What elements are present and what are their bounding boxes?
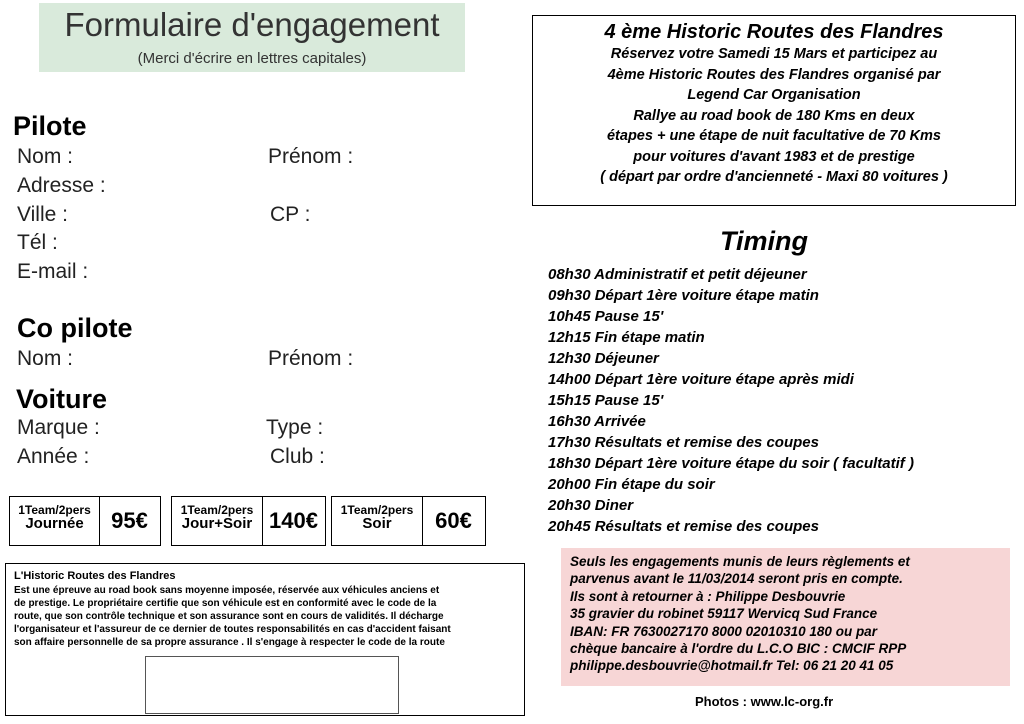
form-header	[39, 3, 465, 72]
event-title: 4 ème Historic Routes des Flandres	[604, 21, 944, 43]
pilote-tel-label: Tél :	[17, 231, 58, 254]
disclaimer-line: de prestige. Le propriétaire certifie que son véhicule est en conformité avec le code de la	[14, 598, 437, 609]
copilote-heading: Co pilote	[17, 313, 133, 343]
info-line: philippe.desbouvrie@hotmail.fr Tel: 06 21 20 41 05	[570, 658, 894, 674]
timing-item: 16h30 Arrivée	[548, 413, 646, 430]
pilote-cp-label: CP :	[270, 203, 311, 226]
event-box	[532, 15, 1016, 206]
price-team: 1Team/2pers	[340, 503, 414, 517]
voiture-club-label: Club :	[270, 445, 325, 468]
disclaimer-line: Est une épreuve au road book sans moyenne imposée, réservée aux véhicules anciens et	[14, 585, 440, 596]
timing-item: 12h15 Fin étape matin	[548, 329, 705, 346]
copilote-prenom-label: Prénom :	[268, 347, 354, 370]
timing-item: 12h30 Déjeuner	[548, 350, 659, 367]
price-box-jour-soir	[171, 496, 326, 546]
info-line: parvenus avant le 11/03/2014 seront pris en compte.	[570, 571, 903, 587]
pilote-prenom-label: Prénom :	[268, 145, 354, 168]
timing-item: 10h45 Pause 15'	[548, 308, 664, 325]
price-team: 1Team/2pers	[18, 503, 91, 517]
price-value: 60€	[435, 508, 472, 533]
price-period: Journée	[25, 515, 84, 532]
price-team: 1Team/2pers	[180, 503, 254, 517]
event-line: ( départ par ordre d'ancienneté - Maxi 80 voitures )	[600, 169, 948, 185]
price-box-soir	[331, 496, 486, 546]
event-line: 4ème Historic Routes des Flandres organisé par	[607, 66, 941, 83]
event-line: Legend Car Organisation	[687, 87, 861, 103]
timing-item: 20h30 Diner	[548, 497, 634, 514]
price-period: Soir	[362, 515, 392, 532]
timing-list	[548, 264, 914, 537]
voiture-marque-label: Marque :	[17, 416, 100, 439]
price-period: Jour+Soir	[181, 515, 253, 532]
pilote-heading: Pilote	[13, 111, 87, 141]
pilote-ville-label: Ville :	[17, 203, 68, 226]
info-line: chèque bancaire à l'ordre du L.C.O BIC : CMCIF RPP	[570, 641, 907, 657]
voiture-heading: Voiture	[16, 384, 108, 414]
form-subtitle: (Merci d'écrire en lettres capitales)	[137, 50, 367, 67]
info-line: Seuls les engagements munis de leurs règlements et	[570, 554, 910, 569]
timing-item: 14h00 Départ 1ère voiture étape après midi	[548, 371, 854, 388]
timing-item: 17h30 Résultats et remise des coupes	[548, 434, 819, 451]
voiture-annee-label: Année :	[17, 445, 90, 468]
timing-item: 09h30 Départ 1ère voiture étape matin	[548, 287, 819, 304]
disclaimer-line: l'organisateur et l'assureur de ce dernier de toutes responsabilités en cas d'accident faisant	[14, 624, 451, 635]
pilote-adresse-label: Adresse :	[17, 174, 106, 197]
timing-item: 15h15 Pause 15'	[548, 392, 664, 409]
info-line: Ils sont à retourner à : Philippe Desbouvrie	[570, 588, 846, 604]
timing-title: Timing	[720, 226, 809, 256]
photos-credit: Photos : www.lc-org.fr	[695, 694, 834, 709]
disclaimer-body	[14, 584, 514, 649]
voiture-type-label: Type :	[266, 416, 324, 439]
event-line: pour voitures d'avant 1983 et de prestige	[633, 148, 915, 165]
info-line: 35 gravier du robinet 59117 Wervicq Sud France	[570, 606, 878, 622]
form-title: Formulaire d'engagement	[64, 6, 440, 43]
event-line: Rallye au road book de 180 Kms en deux	[633, 107, 915, 124]
disclaimer-line: son affaire personnelle de sa propre assurance . Il s'engage à respecter le code de la route	[14, 637, 445, 648]
price-value: 140€	[269, 508, 318, 533]
timing-item: 08h30 Administratif et petit déjeuner	[548, 266, 807, 283]
timing-item: 18h30 Départ 1ère voiture étape du soir ( facultatif )	[548, 455, 914, 472]
event-line: Réservez votre Samedi 15 Mars et participez au	[610, 46, 938, 62]
copilote-nom-label: Nom :	[17, 347, 74, 370]
price-value: 95€	[111, 508, 148, 533]
signature-box[interactable]	[145, 656, 399, 714]
registration-info-box	[561, 548, 1010, 686]
disclaimer-title: L'Historic Routes des Flandres	[14, 570, 176, 582]
pilote-email-label: E-mail :	[17, 260, 89, 283]
event-line: étapes + une étape de nuit facultative de 70 Kms	[606, 128, 942, 144]
timing-item: 20h45 Résultats et remise des coupes	[548, 518, 819, 535]
price-box-journee	[9, 496, 161, 546]
timing-item: 20h00 Fin étape du soir	[548, 476, 715, 493]
pilote-nom-label: Nom :	[17, 145, 74, 168]
disclaimer-line: route, que son contrôle technique et son assurance sont en cours de validités. Il décharge	[14, 611, 444, 622]
info-line: IBAN: FR 7630027170 8000 02010310 180 ou par	[570, 623, 877, 639]
